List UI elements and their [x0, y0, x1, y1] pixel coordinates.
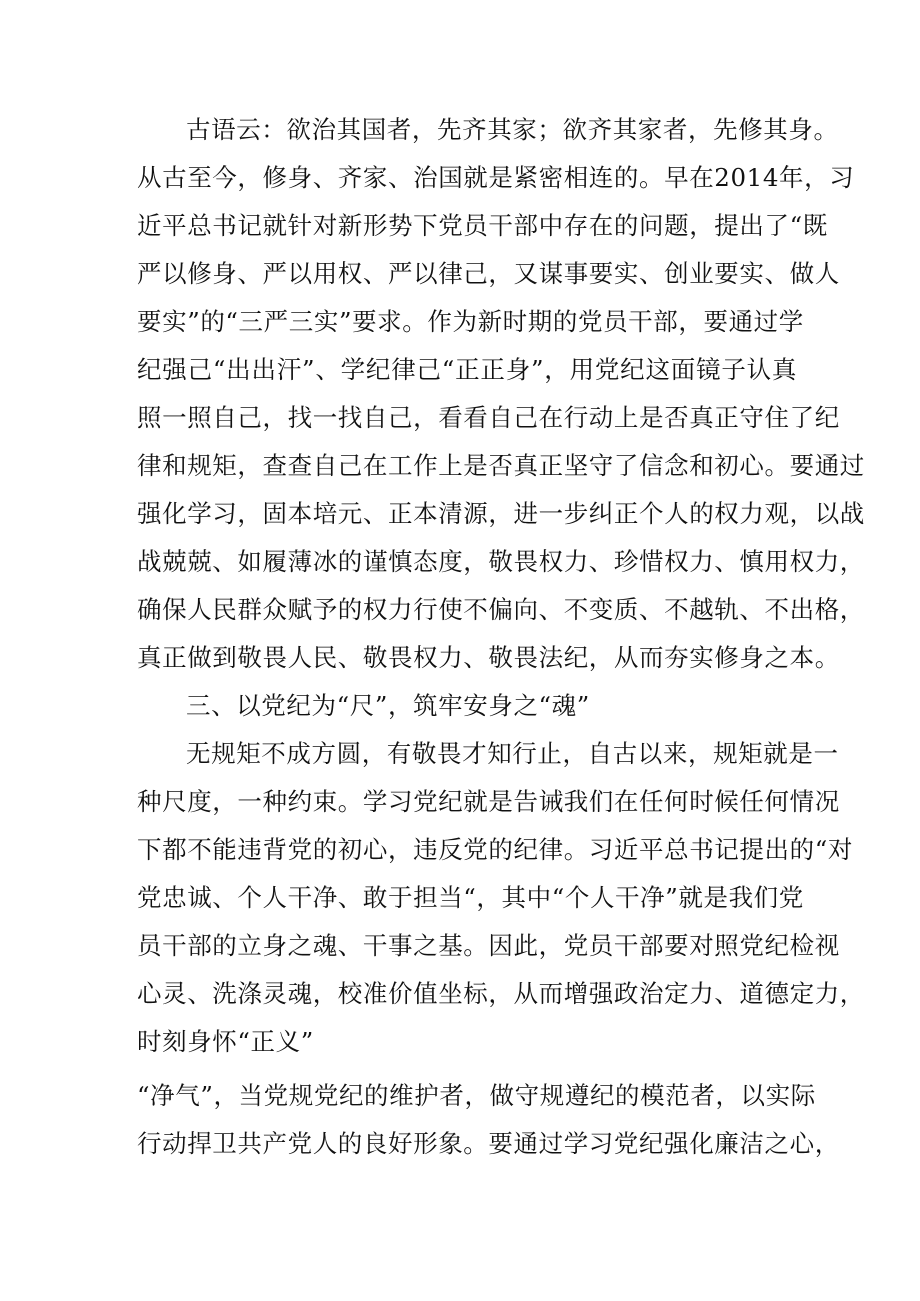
text-line: “净气”，当党规党纪的维护者，做守规遵纪的模范者，以实际 [137, 1081, 816, 1110]
text-line: 党忠诚、个人干净、敢于担当“，其中“个人干净”就是我们党 [137, 883, 804, 912]
text-line: 战兢兢、如履薄冰的谨慎态度，敬畏权力、珍惜权力、慎用权力， [137, 547, 865, 576]
text-line: 员干部的立身之魂、干事之基。因此，党员干部要对照党纪检视 [137, 931, 840, 960]
text-line: 种尺度，一种约束。学习党纪就是告诫我们在任何时候任何情况 [137, 787, 840, 816]
text-line: 无规矩不成方圆，有敬畏才知行止，自古以来，规矩就是一 [186, 739, 839, 768]
text-line: 照一照自己，找一找自己，看看自己在行动上是否真正守住了纪 [137, 403, 840, 432]
text-line: 下都不能违背党的初心，违反党的纪律。习近平总书记提出的“对 [137, 835, 853, 864]
text-line: 要实”的“三严三实”要求。作为新时期的党员干部，要通过学 [137, 307, 804, 336]
text-line: 纪强己“出出汗”、学纪律己“正正身”，用党纪这面镜子认真 [137, 355, 797, 384]
text-line: 近平总书记就针对新形势下党员干部中存在的问题，提出了“既 [137, 211, 828, 240]
text-line: 严以修身、严以用权、严以律己，又谋事要实、创业要实、做人 [137, 259, 840, 288]
section-heading: 三、以党纪为“尺”，筑牢安身之“魂” [186, 691, 590, 720]
text-line: 真正做到敬畏人民、敬畏权力、敬畏法纪，从而夯实修身之本。 [137, 643, 840, 672]
text-line: 强化学习，固本培元、正本清源，进一步纠正个人的权力观，以战 [137, 499, 865, 528]
text-line: 古语云：欲治其国者，先齐其家；欲齐其家者，先修其身。 [186, 115, 839, 144]
text-line: 时刻身怀“正义” [137, 1027, 314, 1056]
text-line: 心灵、洗涤灵魂，校准价值坐标，从而增强政治定力、道德定力， [137, 979, 865, 1008]
text-line: 行动捍卫共产党人的良好形象。要通过学习党纪强化廉洁之心， [137, 1129, 840, 1158]
text-line: 律和规矩，查查自己在工作上是否真正坚守了信念和初心。要通过 [137, 451, 865, 480]
text-line: 从古至今，修身、齐家、治国就是紧密相连的。早在2014年，习 [137, 163, 855, 192]
text-line: 确保人民群众赋予的权力行使不偏向、不变质、不越轨、不出格， [137, 595, 865, 624]
